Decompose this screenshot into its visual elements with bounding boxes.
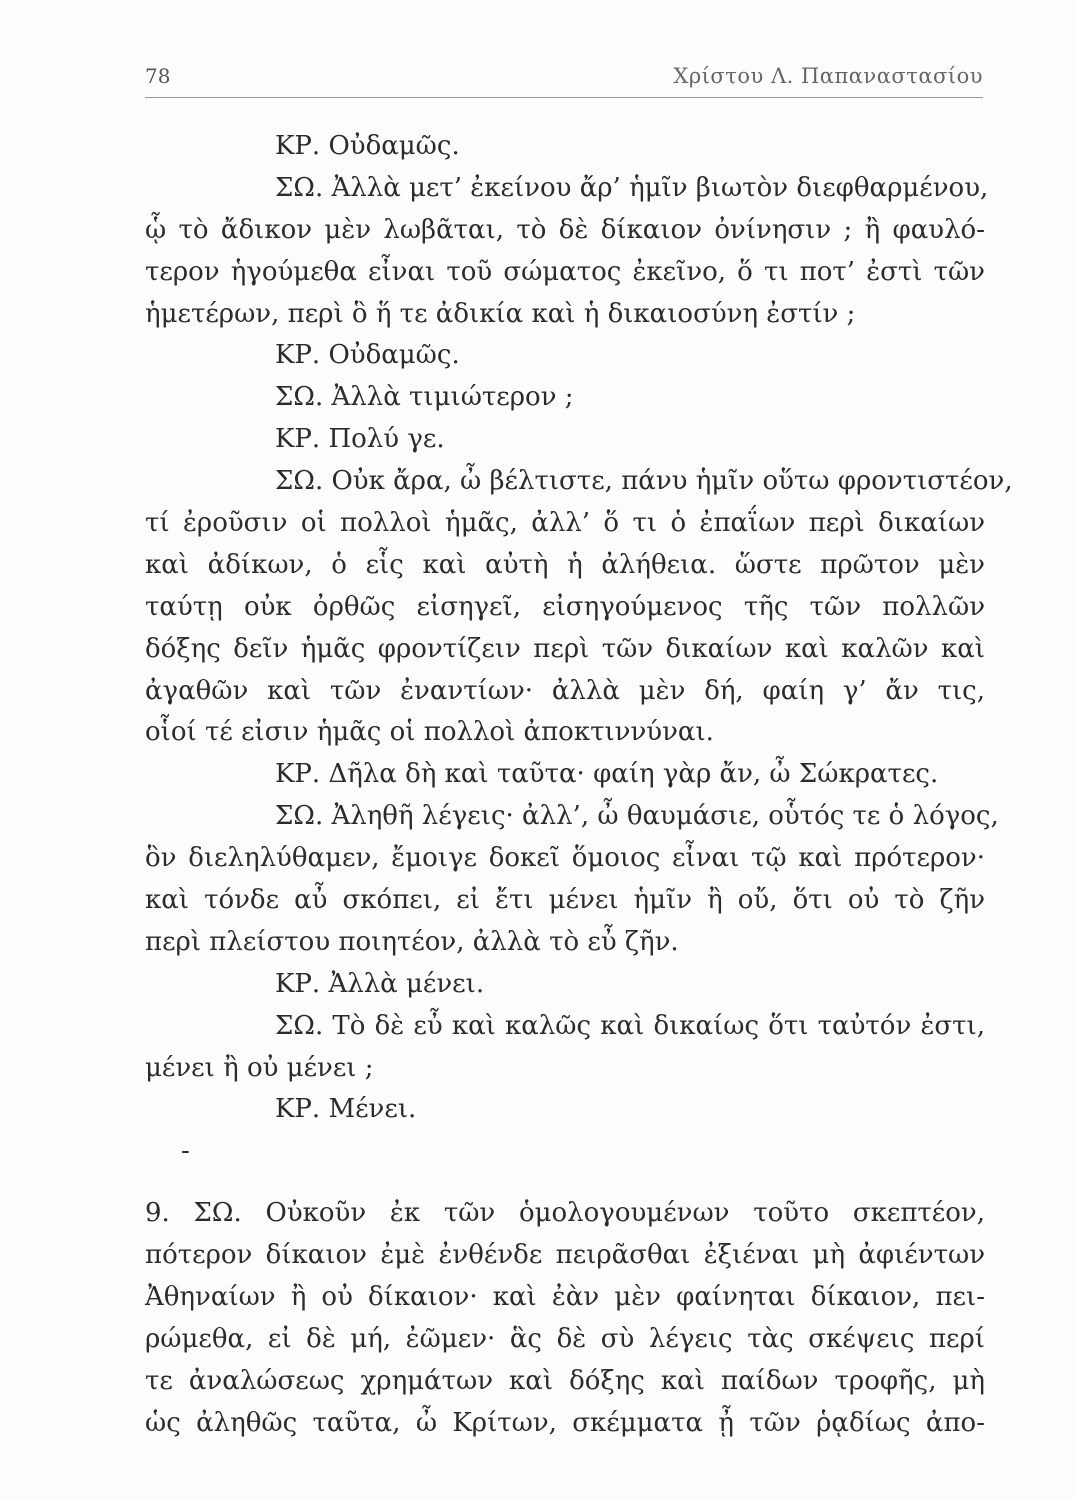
running-head-title: Χρίστου Λ. Παπαναστασίου	[673, 64, 983, 88]
text-line: ἡμετέρων, περὶ ὃ ἥ τε ἀδικία καὶ ἡ δικαιοσύνη ἐστίν ;	[145, 298, 856, 329]
text-line: τε ἀναλώσεως χρημάτων καὶ δόξης καὶ παίδων τροφῆς, μὴ	[145, 1365, 985, 1396]
text-line: ΚΡ. Ἀλλὰ μένει.	[275, 968, 485, 999]
text-line: τερον ἡγούμεθα εἶναι τοῦ σώματος ἐκεῖνο, ὅ τι ποτ’ ἐστὶ τῶν	[145, 256, 985, 287]
text-line: ΣΩ. Ἀληθῆ λέγεις· ἀλλ’, ὦ θαυμάσιε, οὗτός τε ὁ λόγος,	[275, 801, 999, 832]
text-line: ἀγαθῶν καὶ τῶν ἐναντίων· ἀλλὰ μὲν δή, φαίη γ’ ἄν τις,	[145, 675, 985, 706]
text-line: ΚΡ. Οὐδαμῶς.	[275, 131, 460, 161]
text-line: ΚΡ. Μένει.	[275, 1094, 417, 1125]
text-line: ρώμεθα, εἰ δὲ μή, ἐῶμεν· ἃς δὲ σὺ λέγεις τὰς σκέψεις περί	[145, 1323, 985, 1354]
text-line: καὶ τόνδε αὖ σκόπει, εἰ ἔτι μένει ἡμῖν ἢ οὔ, ὅτι οὐ τὸ ζῆν	[145, 885, 985, 916]
text-line: μένει ἢ οὐ μένει ;	[145, 1052, 374, 1083]
text-line: ΚΡ. Οὐδαμῶς.	[275, 340, 460, 371]
text-line: ᾧ τὸ ἄδικον μὲν λωβᾶται, τὸ δὲ δίκαιον ὀνίνησιν ; ἢ φαυλό-	[145, 214, 985, 245]
text-line: περὶ πλείστου ποιητέον, ἀλλὰ τὸ εὖ ζῆν.	[145, 926, 679, 957]
dialogue-text	[145, 126, 1013, 1445]
text-line: τί ἐροῦσιν οἱ πολλοὶ ἡμᾶς, ἀλλ’ ὅ τι ὁ ἐπαΐων περὶ δικαίων	[145, 508, 985, 539]
text-line: Ἀθηναίων ἢ οὐ δίκαιον· καὶ ἐὰν μὲν φαίνηται δίκαιον, πει-	[145, 1282, 985, 1313]
section-break	[145, 1131, 985, 1173]
text-line: ΣΩ. Ἀλλὰ τιμιώτερον ;	[275, 382, 574, 413]
text-line: ΚΡ. Πολύ γε.	[275, 424, 445, 455]
running-head	[145, 64, 983, 94]
page-number: 78	[145, 64, 171, 88]
header-rule	[145, 97, 983, 98]
text-line: οἷοί τέ εἰσιν ἡμᾶς οἱ πολλοὶ ἀποκτιννύναι.	[145, 717, 714, 748]
text-line: καὶ ἀδίκων, ὁ εἷς καὶ αὐτὴ ἡ ἀλήθεια. ὥστε πρῶτον μὲν	[145, 549, 985, 580]
text-line: 9. ΣΩ. Οὐκοῦν ἐκ τῶν ὁμολογουμένων τοῦτο σκεπτέον,	[145, 1198, 985, 1229]
text-line: πότερον δίκαιον ἐμὲ ἐνθένδε πειρᾶσθαι ἐξιέναι μὴ ἀφιέντων	[145, 1240, 985, 1271]
text-line: ΣΩ. Τὸ δὲ εὖ καὶ καλῶς καὶ δικαίως ὅτι ταὐτόν ἐστι,	[275, 1010, 985, 1041]
section-spacer	[145, 1173, 985, 1193]
text-line: ΣΩ. Οὐκ ἄρα, ὦ βέλτιστε, πάνυ ἡμῖν οὕτω φροντιστέον,	[275, 466, 1013, 497]
section-marker: -	[181, 1136, 190, 1167]
text-line: ΚΡ. Δῆλα δὴ καὶ ταῦτα· φαίη γὰρ ἄν, ὦ Σώκρατες.	[275, 759, 939, 790]
text-line: ὃν διεληλύθαμεν, ἔμοιγε δοκεῖ ὅμοιος εἶναι τῷ καὶ πρότερον·	[145, 843, 985, 874]
text-line: δόξης δεῖν ἡμᾶς φροντίζειν περὶ τῶν δικαίων καὶ καλῶν καὶ	[145, 633, 985, 664]
text-line: ΣΩ. Ἀλλὰ μετ’ ἐκείνου ἄρ’ ἡμῖν βιωτὸν διεφθαρμένου,	[275, 172, 989, 203]
text-line: ὡς ἀληθῶς ταῦτα, ὦ Κρίτων, σκέμματα ᾖ τῶν ῥᾳδίως ἀπο-	[145, 1407, 985, 1438]
text-line: ταύτῃ οὐκ ὀρθῶς εἰσηγεῖ, εἰσηγούμενος τῆς τῶν πολλῶν	[145, 591, 985, 622]
